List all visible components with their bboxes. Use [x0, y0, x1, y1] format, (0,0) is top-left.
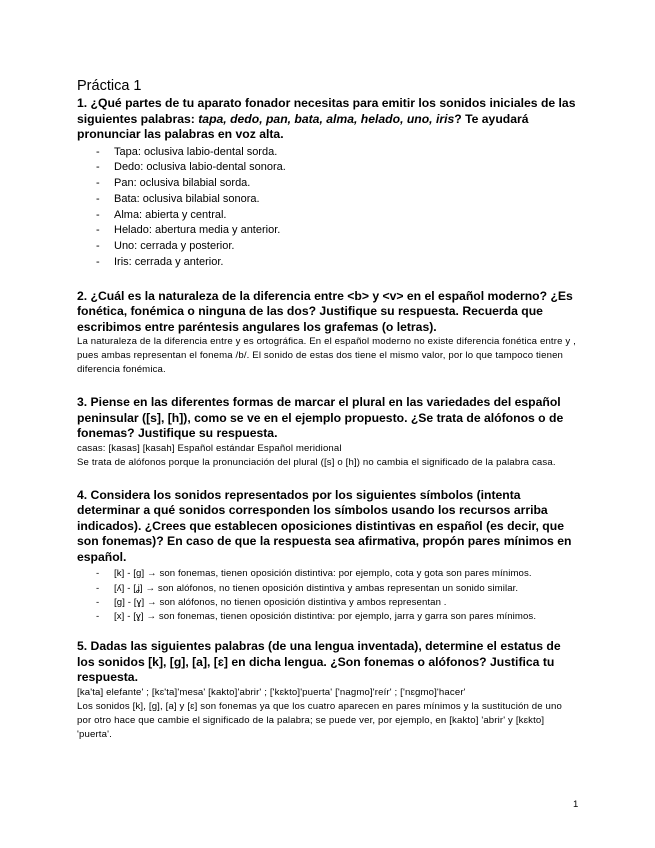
question-4	[77, 488, 577, 624]
question-5-answer: Los sonidos [k], [g], [a] y [ɛ] son fonemas ya que los cuatro aparecen en pares mínimos y la sustitución de uno por otro hace que cambie el significado de la palabra; se puede ver, por ejemplo, en [kakto] 'abrir' y [kɛkto] 'puerta'.	[77, 700, 563, 740]
list-item: - Bata: oclusiva bilabial sonora.	[96, 192, 260, 205]
list-item: - [ʎ] - [ʝ] → son alófonos, no tienen oposición distintiva y ambas representan un sonido similar.	[96, 582, 519, 594]
page-title: Práctica 1	[77, 78, 142, 94]
list-item: - Dedo: oclusiva labio-dental sonora.	[96, 161, 286, 174]
question-1-suffix: ? Te ayudará pronunciar las palabras en voz alta.	[77, 111, 529, 141]
page-number: 1	[573, 799, 579, 810]
list-item: - Tapa: oclusiva labio-dental sorda.	[96, 145, 278, 158]
question-3	[77, 395, 577, 470]
question-3-answer: Se trata de alófonos porque la pronunciación del plural ([s] o [h]) no cambia el significado de la palabra casa.	[77, 456, 556, 468]
question-1-prefix: 1. ¿Qué partes de tu aparato fonador necesitas para emitir los sonidos iniciales de las siguientes palabras:	[77, 96, 576, 126]
question-2-answer: La naturaleza de la diferencia entre y es ortográfica. En el español moderno no existe diferencia fonética entre y , pues ambas representan el fonema /b/. El sonido de estas dos tiene el mismo valor, por lo que tampoco tienen diferencia fonémica.	[77, 336, 576, 376]
question-2-text: 2. ¿Cuál es la naturaleza de la diferencia entre <b> y <v> en el español moderno? ¿Es fonética, fonémica o ninguna de las dos? Justifique su respuesta. Recuerda que escribimos entre paréntesis angulares los grafemas (o letras).	[77, 288, 573, 334]
list-item: - Pan: oclusiva bilabial sorda.	[96, 177, 251, 190]
list-item: - Iris: cerrada y anterior.	[96, 256, 224, 269]
question-4-text: 4. Considera los sonidos representados por los siguientes símbolos (intenta determinar a qué sonidos corresponden los símbolos usando los recursos arriba indicados). ¿Crees que establecen oposiciones distintivas en español (es decir, que son fonemas)? En caso de que la respuesta sea afirmativa, propón pares mínimos en español.	[77, 487, 572, 564]
question-4-answer-list	[77, 567, 577, 624]
question-2	[77, 289, 577, 378]
question-3-example: casas: [kasas] [kasah] Español estándar Español meridional	[77, 442, 342, 454]
list-item: - [k] - [g] → son fonemas, tienen oposición distintiva: por ejemplo, cota y gota son pares mínimos.	[96, 568, 532, 580]
question-5	[77, 639, 577, 742]
list-item: - [x] - [ɣ] → son fonemas, tienen oposición distintiva: por ejemplo, jarra y garra son pares mínimos.	[96, 610, 537, 622]
list-item: - Helado: abertura media y anterior.	[96, 224, 281, 237]
question-5-text: 5. Dadas las siguientes palabras (de una lengua inventada), determine el estatus de los sonidos [k], [g], [a], [ɛ] en dicha lengua. ¿Son fonemas o alófonos? Justifica tu respuesta.	[77, 639, 561, 685]
list-item: - [g] - [ɣ] → son alófonos, no tienen oposición distintiva y ambos representan .	[96, 596, 447, 608]
list-item: - Alma: abierta y central.	[96, 208, 227, 221]
question-1-words: tapa, dedo, pan, bata, alma, helado, uno, iris	[198, 111, 455, 126]
question-3-text: 3. Piense en las diferentes formas de marcar el plural en las variedades del español peninsular ([s], [h]), como se ve en el ejemplo propuesto. ¿Se trata de alófonos o de fonemas? Justifique su respuesta.	[77, 395, 564, 441]
question-1	[77, 96, 577, 271]
question-1-text	[77, 96, 577, 143]
question-1-answer-list	[77, 145, 577, 271]
document-page	[77, 78, 577, 742]
list-item: - Uno: cerrada y posterior.	[96, 240, 235, 253]
question-5-words: [ka'ta] elefante' ; [kɛ'ta]'mesa' [kakto]'abrir' ; ['kɛkto]'puerta' ['nagmo]'reír' ; ['nɛgmo]'hacer'	[77, 686, 466, 698]
